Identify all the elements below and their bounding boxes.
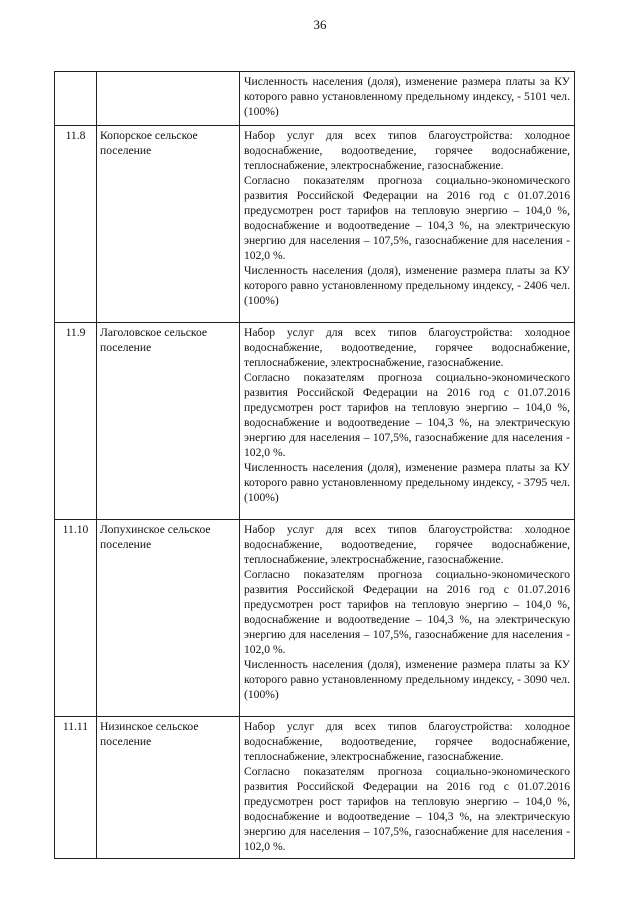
population-text: Численность населения (доля), изменение размера платы за КУ которого равно установленному предельному индексу, - 5101 чел. (100%) bbox=[244, 75, 570, 118]
row-number: 11.8 bbox=[55, 126, 97, 323]
settlement-name: Копорское сельское поселение bbox=[97, 126, 240, 323]
services-text: Набор услуг для всех типов благоустройства: холодное водоснабжение, водоотведение, горячее водоснабжение, теплоснабжение, электроснабжение, газоснабжение. bbox=[244, 523, 570, 566]
forecast-text: Согласно показателям прогноза социально-экономического развития Российской Федерации на 2016 год с 01.07.2016 предусмотрен рост тарифов на тепловую энергию – 104,0 %, водоснабжение и водоотведение – 104,3 %, на электрическую энергию для населения – 107,5%, газоснабжение для населения - 102,0 %. bbox=[244, 568, 570, 656]
forecast-text: Согласно показателям прогноза социально-экономического развития Российской Федерации на 2016 год с 01.07.2016 предусмотрен рост тарифов на тепловую энергию – 104,0 %, водоснабжение и водоотведение – 104,3 %, на электрическую энергию для населения – 107,5%, газоснабжение для населения - 102,0 %. bbox=[244, 371, 570, 459]
description-cell bbox=[240, 126, 575, 323]
table-row-continuation bbox=[55, 72, 575, 126]
description-cell bbox=[240, 323, 575, 520]
services-text: Набор услуг для всех типов благоустройства: холодное водоснабжение, водоотведение, горячее водоснабжение, теплоснабжение, электроснабжение, газоснабжение. bbox=[244, 326, 570, 369]
table-row bbox=[55, 323, 575, 520]
settlement-cell bbox=[97, 72, 240, 126]
row-number: 11.10 bbox=[55, 520, 97, 717]
population-text: Численность населения (доля), изменение размера платы за КУ которого равно установленному предельному индексу, - 3090 чел. (100%) bbox=[244, 658, 570, 701]
description-cell bbox=[240, 520, 575, 717]
forecast-text: Согласно показателям прогноза социально-экономического развития Российской Федерации на 2016 год с 01.07.2016 предусмотрен рост тарифов на тепловую энергию – 104,0 %, водоснабжение и водоотведение – 104,3 %, на электрическую энергию для населения – 107,5%, газоснабжение для населения - 102,0 %. bbox=[244, 174, 570, 262]
population-text: Численность населения (доля), изменение размера платы за КУ которого равно установленному предельному индексу, - 3795 чел. (100%) bbox=[244, 461, 570, 504]
page-number: 36 bbox=[313, 17, 327, 32]
table-row bbox=[55, 717, 575, 859]
description-cell bbox=[240, 72, 575, 126]
row-number: 11.9 bbox=[55, 323, 97, 520]
tariff-table bbox=[54, 71, 575, 859]
row-number-cell bbox=[55, 72, 97, 126]
settlement-name: Лаголовское сельское поселение bbox=[97, 323, 240, 520]
population-text: Численность населения (доля), изменение размера платы за КУ которого равно установленному предельному индексу, - 2406 чел. (100%) bbox=[244, 264, 570, 307]
settlement-name: Лопухинское сельское поселение bbox=[97, 520, 240, 717]
settlement-name: Низинское сельское поселение bbox=[97, 717, 240, 859]
services-text: Набор услуг для всех типов благоустройства: холодное водоснабжение, водоотведение, горячее водоснабжение, теплоснабжение, электроснабжение, газоснабжение. bbox=[244, 720, 570, 763]
services-text: Набор услуг для всех типов благоустройства: холодное водоснабжение, водоотведение, горячее водоснабжение, теплоснабжение, электроснабжение, газоснабжение. bbox=[244, 129, 570, 172]
table-row bbox=[55, 520, 575, 717]
row-number: 11.11 bbox=[55, 717, 97, 859]
table-row bbox=[55, 126, 575, 323]
description-cell bbox=[240, 717, 575, 859]
forecast-text: Согласно показателям прогноза социально-экономического развития Российской Федерации на 2016 год с 01.07.2016 предусмотрен рост тарифов на тепловую энергию – 104,0 %, водоснабжение и водоотведение – 104,3 %, на электрическую энергию для населения – 107,5%, газоснабжение для населения - 102,0 %. bbox=[244, 765, 570, 853]
